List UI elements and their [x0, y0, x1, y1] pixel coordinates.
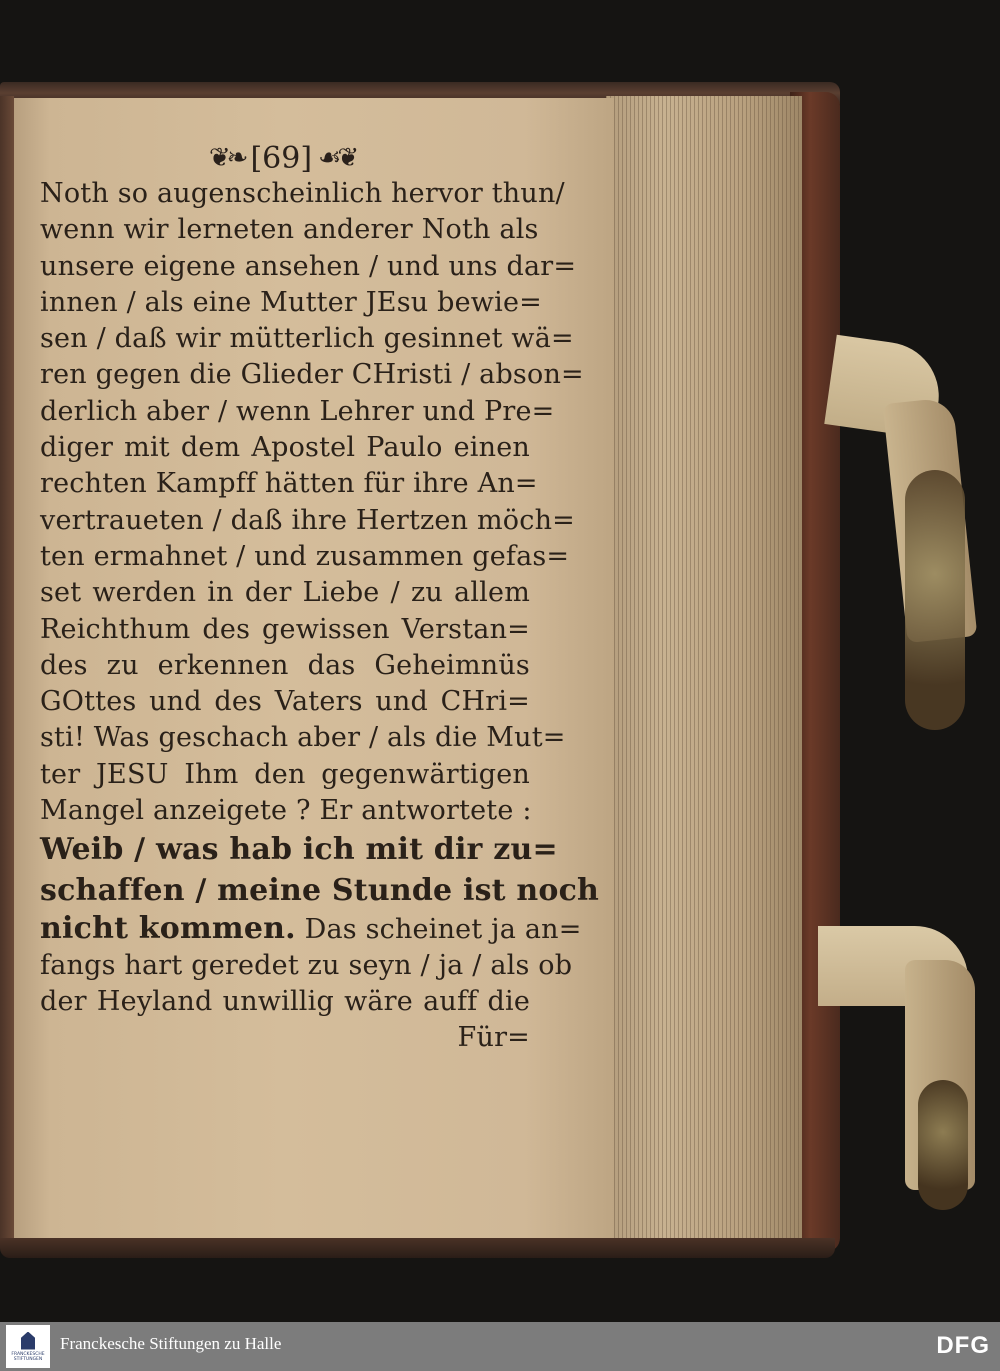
text-line-emphasis: Weib / was hab ich mit dir zu= [40, 832, 558, 868]
text-line: Reichthum des gewissen Verstan= [40, 613, 530, 645]
institution-name: Franckesche Stiftungen zu Halle [60, 1334, 282, 1353]
text-line: ter JESU Ihm den gegenwärtigen [40, 758, 530, 790]
text-line-mixed [40, 911, 582, 947]
text-line: sen / daß wir mütterlich gesinnet wä= [40, 323, 574, 355]
dfg-logo[interactable]: DFG [936, 1332, 990, 1359]
ornament-left-icon: ❦❧ [208, 143, 245, 173]
text-line: ren gegen die Glieder CHristi / abson= [40, 359, 584, 391]
logo-text: FRANCKESCHE STIFTUNGEN [11, 1351, 45, 1362]
page-header [192, 138, 372, 178]
franckesche-logo-icon[interactable] [6, 1325, 50, 1368]
clasp-metal-lower-icon [918, 1080, 968, 1210]
page-text [40, 176, 600, 1057]
page-number: [69] [250, 140, 313, 176]
clasp-metal-upper-icon [905, 470, 965, 730]
text-line: ten ermahnet / und zusammen gefas= [40, 540, 570, 572]
text-line: wenn wir lerneten anderer Noth als [40, 214, 539, 246]
text-line: set werden in der Liebe / zu allem [40, 577, 530, 609]
text-line: fangs hart geredet zu seyn / ja / als ob [40, 949, 573, 981]
book-cover-left [0, 96, 14, 1246]
text-line: innen / als eine Mutter JEsu bewie= [40, 286, 542, 318]
text-line: sti! Was geschach aber / als die Mut= [40, 722, 566, 754]
text-line: Mangel anzeigete ? Er antwortete : [40, 795, 532, 827]
catchword: Für= [457, 1022, 530, 1054]
page-fore-edge [606, 96, 802, 1246]
text-line-emphasis: schaffen / meine Stunde ist noch [40, 873, 600, 909]
text-line: der Heyland unwillig wäre auff die [40, 985, 530, 1017]
ornament-right-icon: ☙❦ [318, 143, 356, 173]
text-line: derlich aber / wenn Lehrer und Pre= [40, 395, 555, 427]
text-line: GOttes und des Vaters und CHri= [40, 686, 530, 718]
text-line: vertraueten / daß ihre Hertzen möch= [40, 504, 575, 536]
logo-mark-icon [21, 1332, 35, 1350]
text-run: Das scheinet ja an= [295, 914, 582, 946]
text-emphasis: nicht kommen. [40, 911, 296, 947]
text-line: diger mit dem Apostel Paulo einen [40, 432, 530, 464]
text-line: rechten Kampff hätten für ihre An= [40, 468, 538, 500]
book-cover-bottom [0, 1238, 835, 1258]
text-line: unsere eigene ansehen / und uns dar= [40, 250, 577, 282]
text-line: des zu erkennen das Geheimnüs [40, 649, 530, 681]
text-line: Noth so augenscheinlich hervor thun/ [40, 178, 565, 209]
footer-bar [0, 1322, 1000, 1371]
